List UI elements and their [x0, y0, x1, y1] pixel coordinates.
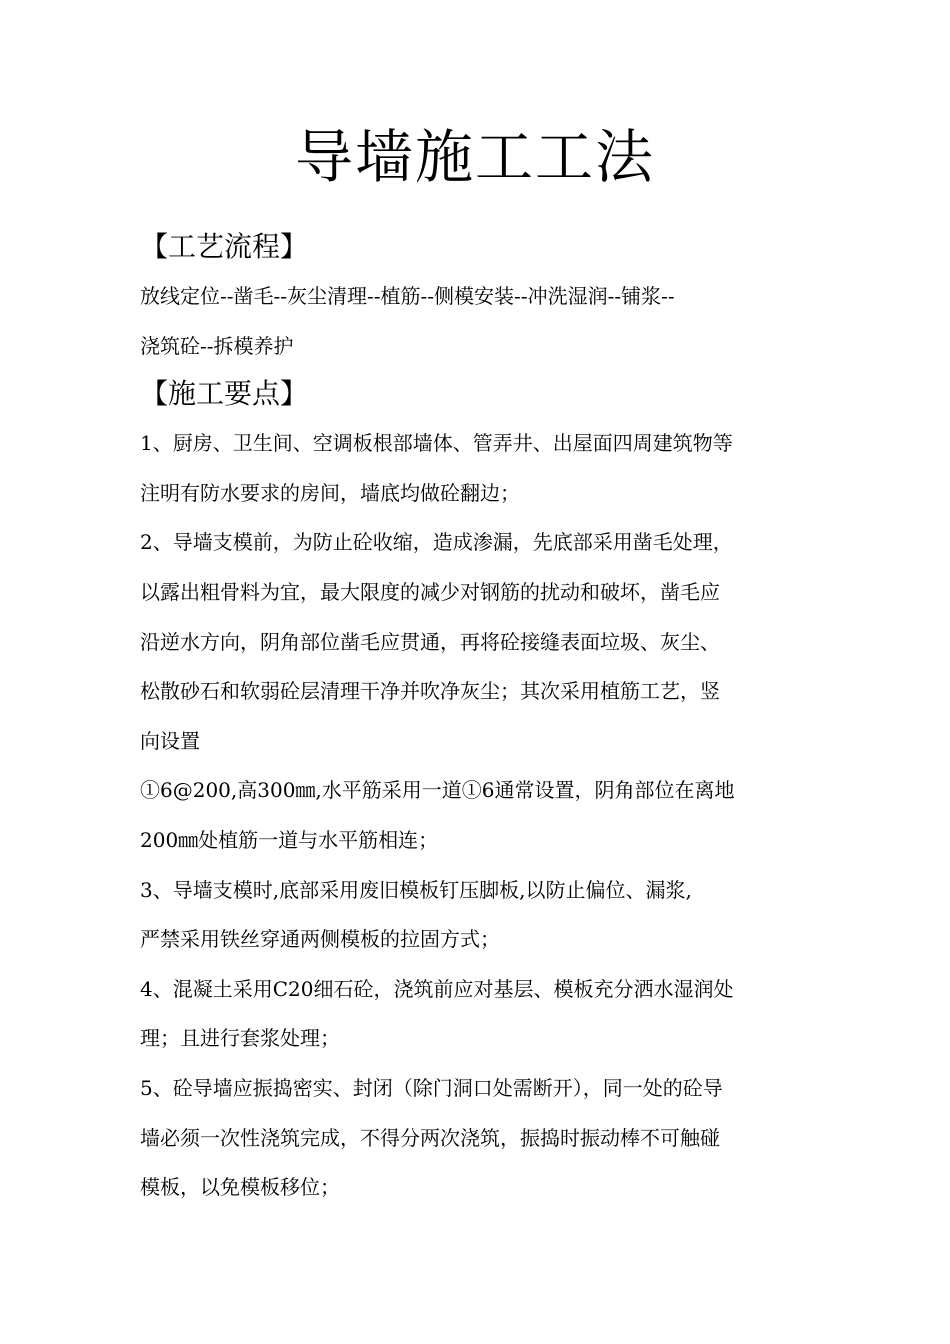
paragraph-line: 模板，以免模板移位；: [140, 1175, 340, 1200]
paragraph-line: 1、厨房、卫生间、空调板根部墙体、管弄井、出屋面四周建筑物等: [140, 431, 733, 456]
section-heading-process: 【工艺流程】: [140, 230, 309, 263]
paragraph-line: 严禁采用铁丝穿通两侧模板的拉固方式；: [140, 927, 500, 952]
paragraph-line: 放线定位--凿毛--灰尘清理--植筋--侧模安装--冲洗湿润--铺浆--: [140, 284, 675, 308]
section-heading-key-points: 【施工要点】: [140, 377, 309, 411]
paragraph-line: 墙必须一次性浇筑完成，不得分两次浇筑，振捣时振动棒不可触碰: [140, 1125, 720, 1150]
paragraph-line: 浇筑砼--拆模养护: [140, 333, 294, 358]
paragraph-line: 2、导墙支模前，为防止砼收缩，造成渗漏，先底部采用凿毛处理，: [140, 530, 733, 555]
paragraph-line: 注明有防水要求的房间，墙底均做砼翻边；: [140, 480, 520, 505]
paragraph-line: 沿逆水方向，阴角部位凿毛应贯通，再将砼接缝表面垃圾、灰尘、: [140, 629, 720, 654]
paragraph-line: 松散砂石和软弱砼层清理干净并吹净灰尘；其次采用植筋工艺，竖: [140, 679, 720, 704]
paragraph-line: ①6@200,高300㎜,水平筋采用一道①6通常设置，阴角部位在离地: [140, 778, 735, 803]
paragraph-line: 4、混凝土采用C20细石砼，浇筑前应对基层、模板充分洒水湿润处: [140, 976, 734, 1001]
paragraph-line: 5、砼导墙应振捣密实、封闭（除门洞口处需断开），同一处的砼导: [140, 1075, 723, 1100]
paragraph-line: 3、导墙支模时,底部采用废旧模板钉压脚板,以防止偏位、漏浆,: [140, 877, 692, 902]
page-title: 导墙施工工法: [294, 122, 655, 191]
document-body: [140, 224, 810, 1213]
paragraph-line: 以露出粗骨料为宜，最大限度的减少对钢筋的扰动和破坏，凿毛应: [140, 579, 720, 604]
paragraph-line: 理；且进行套浆处理；: [140, 1026, 340, 1051]
paragraph-line: 向设置: [140, 728, 200, 753]
paragraph-line: 200㎜处植筋一道与水平筋相连；: [140, 827, 439, 852]
